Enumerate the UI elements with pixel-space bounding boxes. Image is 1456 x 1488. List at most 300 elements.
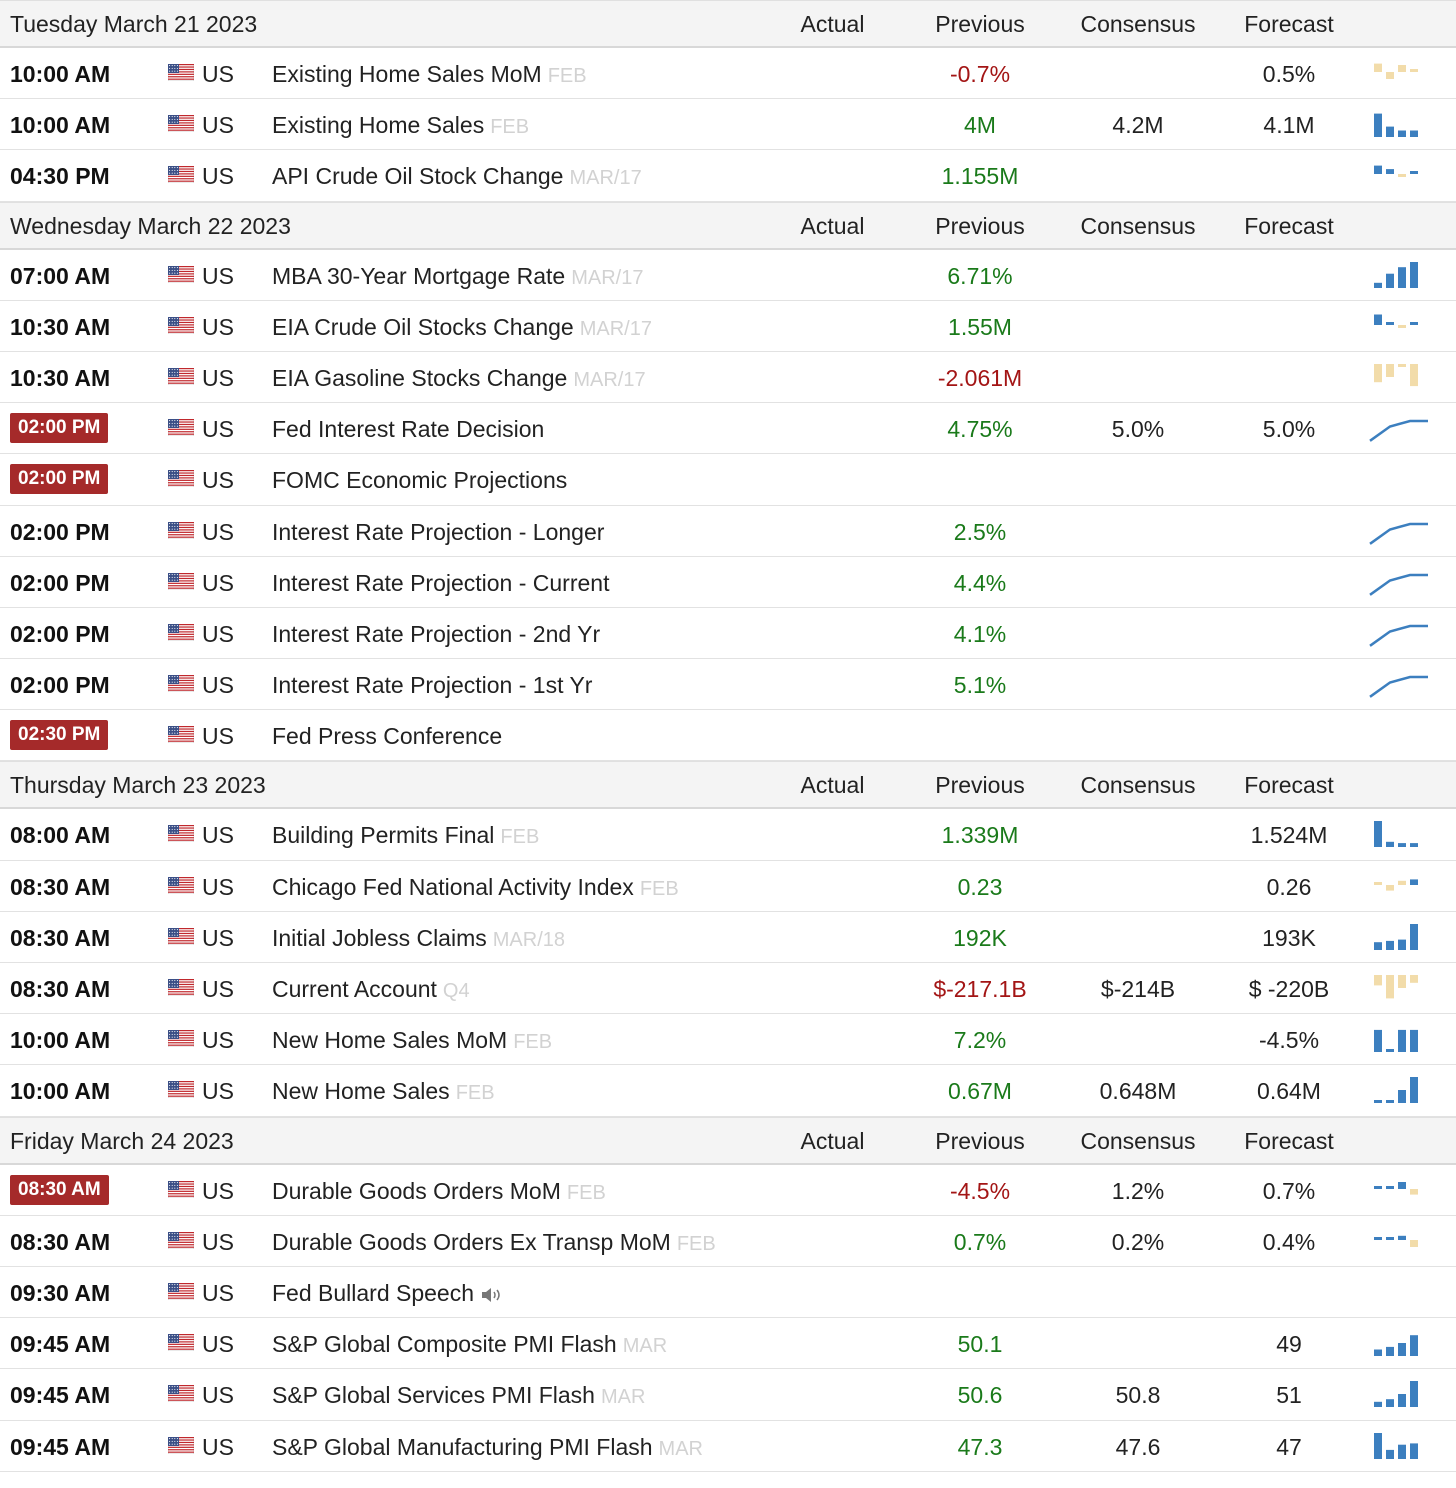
consensus-value: $-214B xyxy=(1100,976,1176,1002)
previous-value: 4.1% xyxy=(953,620,1007,647)
day-title: Tuesday March 21 2023 xyxy=(10,11,258,37)
sparkline-bar xyxy=(1398,844,1406,848)
event-row[interactable] xyxy=(0,301,1456,352)
event-name-link[interactable]: S&P Global Manufacturing PMI Flash xyxy=(272,1433,653,1460)
event-cell[interactable] xyxy=(272,1280,504,1307)
event-name-link[interactable]: New Home Sales MoM xyxy=(272,1027,508,1054)
event-period: FEB xyxy=(566,1181,606,1204)
event-name-link[interactable]: Existing Home Sales MoM xyxy=(272,61,542,87)
us-flag-icon xyxy=(168,522,194,539)
country-code: US xyxy=(202,416,234,443)
previous-value: 0.23 xyxy=(957,873,1003,900)
us-flag-icon xyxy=(168,573,194,590)
event-cell[interactable] xyxy=(272,976,470,1003)
sparkline-bar xyxy=(1386,1237,1394,1240)
column-header-consensus[interactable]: Consensus xyxy=(1080,11,1196,37)
sparkline-bar xyxy=(1398,975,1406,988)
sparkline-bar xyxy=(1398,1343,1406,1356)
column-header-actual[interactable]: Actual xyxy=(800,772,865,799)
sparkline-bar xyxy=(1374,1100,1382,1103)
sparkline-chart[interactable] xyxy=(1366,1073,1430,1107)
country-code: US xyxy=(202,1331,234,1358)
event-row[interactable] xyxy=(0,1165,1456,1216)
event-time: 10:00 AM xyxy=(10,1078,111,1105)
event-time: 10:30 AM xyxy=(10,364,111,391)
event-cell[interactable] xyxy=(272,822,539,849)
event-name-link[interactable]: Interest Rate Projection - Current xyxy=(272,569,610,596)
country-code: US xyxy=(202,163,234,190)
event-row[interactable] xyxy=(0,150,1456,201)
event-row[interactable] xyxy=(0,1065,1456,1116)
event-time: 07:00 AM xyxy=(10,262,111,289)
column-header-previous[interactable]: Previous xyxy=(935,772,1025,799)
sparkline-bar xyxy=(1410,262,1418,288)
column-header-actual[interactable]: Actual xyxy=(800,1127,865,1154)
country-code: US xyxy=(202,569,234,596)
forecast-value: 5.0% xyxy=(1262,416,1316,443)
country-code: US xyxy=(202,61,234,87)
event-cell[interactable] xyxy=(272,1434,703,1461)
day-section xyxy=(0,1117,1456,1472)
event-period: FEB xyxy=(500,826,540,849)
sparkline-chart[interactable] xyxy=(1366,616,1430,650)
sparkline-bar xyxy=(1410,1077,1418,1103)
sparkline-bar xyxy=(1374,975,1382,985)
day-header xyxy=(0,1117,1456,1165)
sparkline-bar xyxy=(1386,273,1394,287)
event-time: 10:00 AM xyxy=(10,112,111,139)
forecast-value: 1.524M xyxy=(1250,822,1328,849)
event-time: 02:00 PM xyxy=(10,672,110,699)
sparkline-bar xyxy=(1398,1444,1406,1458)
event-period: FEB xyxy=(455,1082,495,1105)
country-code: US xyxy=(202,1177,234,1204)
consensus-value: 5.0% xyxy=(1111,416,1165,443)
sparkline-bar xyxy=(1374,1186,1382,1189)
sparkline-bar xyxy=(1410,1030,1418,1052)
event-period: MAR/17 xyxy=(579,317,652,340)
column-header-previous[interactable]: Previous xyxy=(935,11,1025,37)
event-name-link[interactable]: Interest Rate Projection - Longer xyxy=(272,518,605,545)
sparkline-bar xyxy=(1410,322,1418,325)
sparkline-bar xyxy=(1374,1350,1382,1357)
time-badge: 02:30 PM xyxy=(10,720,108,750)
event-cell[interactable] xyxy=(272,61,587,88)
sparkline-chart[interactable] xyxy=(1366,158,1430,192)
event-period: MAR/17 xyxy=(571,266,644,289)
event-cell[interactable] xyxy=(272,1382,645,1409)
event-name-link[interactable]: Durable Goods Orders MoM xyxy=(272,1177,561,1204)
event-row[interactable] xyxy=(0,1216,1456,1267)
event-time: 10:00 AM xyxy=(10,1027,111,1054)
column-header-forecast[interactable]: Forecast xyxy=(1244,212,1334,239)
event-name-link[interactable]: Interest Rate Projection - 1st Yr xyxy=(272,672,593,699)
us-flag-icon xyxy=(168,470,194,487)
event-name-link[interactable]: Durable Goods Orders Ex Transp MoM xyxy=(272,1228,671,1255)
sparkline-bar xyxy=(1398,131,1406,138)
event-name-link[interactable]: EIA Gasoline Stocks Change xyxy=(272,364,568,391)
event-cell[interactable] xyxy=(272,621,600,648)
country-code: US xyxy=(202,976,234,1002)
sparkline-bar xyxy=(1386,885,1394,891)
event-period: MAR xyxy=(658,1437,703,1460)
sparkline-bar xyxy=(1386,842,1394,847)
event-cell[interactable] xyxy=(272,1078,495,1105)
sparkline-bar xyxy=(1386,975,1394,998)
country-code: US xyxy=(202,1433,234,1460)
sparkline-bar xyxy=(1410,1381,1418,1407)
sparkline-chart[interactable] xyxy=(1366,514,1430,548)
sparkline-chart[interactable] xyxy=(1366,565,1430,599)
event-name-link[interactable]: Current Account xyxy=(272,976,437,1002)
event-name-link[interactable]: S&P Global Composite PMI Flash xyxy=(272,1331,617,1358)
sparkline-chart[interactable] xyxy=(1366,1224,1430,1258)
event-time: 09:30 AM xyxy=(10,1279,111,1306)
us-flag-icon xyxy=(168,166,194,183)
column-header-forecast[interactable]: Forecast xyxy=(1244,11,1334,37)
sparkline-bar xyxy=(1398,1090,1406,1103)
event-period: MAR xyxy=(600,1386,646,1409)
event-row[interactable] xyxy=(0,506,1456,557)
us-flag-icon xyxy=(168,1030,194,1047)
country-code: US xyxy=(202,518,234,545)
sparkline-chart[interactable] xyxy=(1366,1377,1430,1411)
column-header-consensus[interactable]: Consensus xyxy=(1080,772,1196,799)
forecast-value: 49 xyxy=(1276,1331,1302,1358)
us-flag-icon xyxy=(168,1437,194,1454)
event-row[interactable] xyxy=(0,1014,1456,1065)
event-cell[interactable] xyxy=(272,1229,716,1256)
sparkline-chart[interactable] xyxy=(1366,360,1430,394)
sparkline-bar xyxy=(1398,1236,1406,1240)
column-header-forecast[interactable]: Forecast xyxy=(1244,772,1334,799)
previous-value: 50.6 xyxy=(957,1382,1003,1409)
event-cell[interactable] xyxy=(272,723,502,750)
day-title: Friday March 24 2023 xyxy=(10,1127,234,1154)
sparkline-chart[interactable] xyxy=(1366,817,1430,851)
time-badge: 02:00 PM xyxy=(10,464,108,494)
event-name-link[interactable]: Fed Bullard Speech xyxy=(272,1279,475,1306)
us-flag-icon xyxy=(168,64,194,81)
sparkline-bar xyxy=(1374,1433,1382,1459)
sparkline-bar xyxy=(1374,282,1382,287)
event-period: FEB xyxy=(547,65,587,87)
sparkline-chart[interactable] xyxy=(1366,1173,1430,1207)
event-cell[interactable] xyxy=(272,874,679,901)
us-flag-icon xyxy=(168,877,194,894)
sparkline-bar xyxy=(1386,1347,1394,1356)
event-row[interactable] xyxy=(0,912,1456,963)
event-cell[interactable] xyxy=(272,365,646,392)
sparkline-bar xyxy=(1398,174,1406,177)
sparkline-bar xyxy=(1374,942,1382,950)
previous-value: 4.4% xyxy=(953,569,1007,596)
sparkline-chart[interactable] xyxy=(1366,667,1430,701)
sparkline-chart[interactable] xyxy=(1366,309,1430,343)
sparkline-line xyxy=(1370,626,1428,646)
sparkline-bar xyxy=(1398,939,1406,949)
event-row[interactable] xyxy=(0,861,1456,912)
previous-value: 7.2% xyxy=(953,1027,1007,1054)
us-flag-icon xyxy=(168,1232,194,1249)
event-time: 08:00 AM xyxy=(10,822,111,849)
event-name-link[interactable]: Initial Jobless Claims xyxy=(272,924,487,951)
event-name-link[interactable]: Fed Press Conference xyxy=(272,723,503,750)
sparkline-bar xyxy=(1374,166,1382,174)
event-cell[interactable] xyxy=(272,1027,552,1054)
day-header xyxy=(0,761,1456,809)
column-header-forecast[interactable]: Forecast xyxy=(1244,1127,1334,1154)
country-code: US xyxy=(202,112,234,139)
event-cell[interactable] xyxy=(272,519,604,546)
sparkline-bar xyxy=(1386,1049,1394,1052)
previous-value: 50.1 xyxy=(957,1331,1003,1358)
sparkline-line xyxy=(1370,677,1428,697)
sparkline-chart[interactable] xyxy=(1366,869,1430,903)
sparkline-bar xyxy=(1410,844,1418,848)
sparkline-bar xyxy=(1410,171,1418,174)
event-row[interactable] xyxy=(0,1267,1456,1318)
sparkline-bar xyxy=(1410,924,1418,950)
event-row[interactable] xyxy=(0,1318,1456,1369)
event-name-link[interactable]: MBA 30-Year Mortgage Rate xyxy=(272,262,566,289)
sparkline-bar xyxy=(1410,131,1418,138)
sparkline-bar xyxy=(1374,314,1382,325)
sparkline-bar xyxy=(1386,1186,1394,1189)
column-header-previous[interactable]: Previous xyxy=(935,212,1025,239)
country-code: US xyxy=(202,620,234,647)
sparkline-bar xyxy=(1386,169,1394,174)
sparkline-bar xyxy=(1374,114,1382,137)
day-header xyxy=(0,0,1456,48)
previous-value: -4.5% xyxy=(949,1177,1011,1204)
event-time: 10:30 AM xyxy=(10,313,111,340)
country-code: US xyxy=(202,1382,234,1409)
previous-value: 0.7% xyxy=(953,1228,1007,1255)
forecast-value: 193K xyxy=(1262,924,1316,951)
sparkline-bar xyxy=(1398,1030,1406,1052)
us-flag-icon xyxy=(168,825,194,842)
event-time: 08:30 AM xyxy=(10,1228,111,1255)
event-row[interactable] xyxy=(0,557,1456,608)
country-code: US xyxy=(202,262,234,289)
event-row[interactable] xyxy=(0,659,1456,710)
event-period: MAR xyxy=(622,1335,668,1358)
event-name-link[interactable]: Fed Interest Rate Decision xyxy=(272,416,545,443)
sparkline-chart[interactable] xyxy=(1366,1022,1430,1056)
column-header-consensus[interactable]: Consensus xyxy=(1080,1127,1196,1154)
event-name-link[interactable]: Chicago Fed National Activity Index xyxy=(272,873,634,900)
previous-value: 4.75% xyxy=(947,416,1013,443)
previous-value: 192K xyxy=(953,924,1007,951)
event-cell[interactable] xyxy=(272,570,609,597)
sparkline-chart[interactable] xyxy=(1366,971,1430,1005)
consensus-value: 4.2M xyxy=(1112,112,1164,139)
event-name-link[interactable]: Existing Home Sales xyxy=(272,112,485,139)
event-cell[interactable] xyxy=(272,467,567,494)
forecast-value: $ -220B xyxy=(1248,976,1330,1002)
event-row[interactable] xyxy=(0,352,1456,403)
forecast-value: 0.64M xyxy=(1257,1078,1321,1105)
day-section xyxy=(0,761,1456,1116)
event-time: 08:30 AM xyxy=(10,873,111,900)
event-name-link[interactable]: EIA Crude Oil Stocks Change xyxy=(272,313,574,340)
sparkline-bar xyxy=(1398,1394,1406,1407)
sparkline-bar xyxy=(1398,65,1406,72)
sparkline-bar xyxy=(1410,1240,1418,1247)
sparkline-bar xyxy=(1410,1443,1418,1459)
sparkline-chart[interactable] xyxy=(1366,411,1430,445)
event-period: MAR/18 xyxy=(492,928,565,951)
column-header-previous[interactable]: Previous xyxy=(935,1127,1025,1154)
event-cell[interactable] xyxy=(272,163,642,190)
previous-value: 1.339M xyxy=(941,822,1019,849)
event-cell[interactable] xyxy=(272,112,529,139)
column-header-actual[interactable]: Actual xyxy=(800,11,865,37)
event-time: 08:30 AM xyxy=(10,924,111,951)
sparkline-bar xyxy=(1374,1402,1382,1407)
sparkline-bar xyxy=(1410,975,1418,983)
consensus-value: 50.8 xyxy=(1115,1382,1161,1409)
sparkline-bar xyxy=(1386,1100,1394,1103)
column-header-actual[interactable]: Actual xyxy=(800,212,865,239)
sparkline-bar xyxy=(1374,364,1382,382)
sparkline-chart[interactable] xyxy=(1366,1429,1430,1463)
sparkline-bar xyxy=(1410,879,1418,885)
us-flag-icon xyxy=(168,726,194,743)
sparkline-bar xyxy=(1374,1237,1382,1240)
consensus-value: 1.2% xyxy=(1111,1177,1165,1204)
day-section xyxy=(0,202,1456,762)
column-header-consensus[interactable]: Consensus xyxy=(1080,212,1196,239)
us-flag-icon xyxy=(168,1283,194,1300)
event-period: FEB xyxy=(490,116,530,139)
event-row[interactable] xyxy=(0,250,1456,301)
forecast-value: 0.26 xyxy=(1266,873,1312,900)
event-cell[interactable] xyxy=(272,925,565,952)
sparkline-bar xyxy=(1398,1182,1406,1189)
us-flag-icon xyxy=(168,624,194,641)
previous-value: 1.155M xyxy=(941,163,1019,190)
day-title: Thursday March 23 2023 xyxy=(10,772,266,799)
sparkline-chart[interactable] xyxy=(1366,258,1430,292)
sparkline-chart[interactable] xyxy=(1366,56,1430,90)
event-row[interactable] xyxy=(0,454,1456,505)
us-flag-icon xyxy=(168,317,194,334)
sparkline-chart[interactable] xyxy=(1366,920,1430,954)
speaker-icon[interactable] xyxy=(480,1286,504,1304)
forecast-value: 0.4% xyxy=(1262,1228,1316,1255)
sparkline-bar xyxy=(1398,267,1406,288)
event-row[interactable] xyxy=(0,809,1456,860)
sparkline-bar xyxy=(1398,880,1406,884)
forecast-value: 51 xyxy=(1276,1382,1302,1409)
event-row[interactable] xyxy=(0,1421,1456,1472)
previous-value: 4M xyxy=(964,112,996,139)
us-flag-icon xyxy=(168,675,194,692)
sparkline-bar xyxy=(1374,64,1382,72)
event-row[interactable] xyxy=(0,403,1456,454)
sparkline-bar xyxy=(1386,941,1394,950)
event-time: 04:30 PM xyxy=(10,163,110,190)
forecast-value: 0.7% xyxy=(1262,1177,1316,1204)
day-section xyxy=(0,0,1456,202)
event-cell[interactable] xyxy=(272,416,544,443)
event-cell[interactable] xyxy=(272,672,592,699)
event-time: 09:45 AM xyxy=(10,1331,111,1358)
previous-value: -2.061M xyxy=(937,364,1023,391)
sparkline-chart[interactable] xyxy=(1366,107,1430,141)
sparkline-bar xyxy=(1410,1189,1418,1195)
event-name-link[interactable]: New Home Sales xyxy=(272,1078,450,1105)
event-period: MAR/17 xyxy=(569,167,642,190)
us-flag-icon xyxy=(168,419,194,436)
event-row[interactable] xyxy=(0,48,1456,99)
event-row[interactable] xyxy=(0,608,1456,659)
event-period: Q4 xyxy=(442,980,470,1002)
event-row[interactable] xyxy=(0,99,1456,150)
event-time: 09:45 AM xyxy=(10,1382,111,1409)
event-name-link[interactable]: Building Permits Final xyxy=(272,822,495,849)
event-time: 02:00 PM xyxy=(10,620,110,647)
event-time: 08:30 AM xyxy=(10,976,111,1002)
country-code: US xyxy=(202,467,234,494)
event-cell[interactable] xyxy=(272,1178,606,1205)
time-badge: 02:00 PM xyxy=(10,413,108,443)
event-period: FEB xyxy=(676,1232,716,1255)
sparkline-line xyxy=(1370,575,1428,595)
country-code: US xyxy=(202,313,234,340)
sparkline-line xyxy=(1370,421,1428,441)
event-period: FEB xyxy=(513,1031,553,1054)
previous-value: $-217.1B xyxy=(933,976,1027,1002)
us-flag-icon xyxy=(168,1334,194,1351)
event-time: 02:00 PM xyxy=(10,518,110,545)
event-name-link[interactable]: API Crude Oil Stock Change xyxy=(272,163,564,190)
event-name-link[interactable]: FOMC Economic Projections xyxy=(272,467,568,494)
sparkline-bar xyxy=(1386,72,1394,79)
event-name-link[interactable]: Interest Rate Projection - 2nd Yr xyxy=(272,620,601,647)
sparkline-bar xyxy=(1410,1335,1418,1356)
consensus-value: 47.6 xyxy=(1115,1433,1161,1460)
previous-value: 6.71% xyxy=(947,262,1013,289)
country-code: US xyxy=(202,822,234,849)
event-name-link[interactable]: S&P Global Services PMI Flash xyxy=(272,1382,595,1409)
country-code: US xyxy=(202,1027,234,1054)
event-row[interactable] xyxy=(0,1369,1456,1420)
event-period: MAR/17 xyxy=(573,368,646,391)
country-code: US xyxy=(202,924,234,951)
sparkline-bar xyxy=(1386,322,1394,325)
sparkline-chart[interactable] xyxy=(1366,1326,1430,1360)
event-cell[interactable] xyxy=(272,314,652,341)
event-cell[interactable] xyxy=(272,263,643,290)
event-row[interactable] xyxy=(0,710,1456,761)
forecast-value: 0.5% xyxy=(1262,61,1316,87)
us-flag-icon xyxy=(168,266,194,283)
event-row[interactable] xyxy=(0,963,1456,1014)
previous-value: 47.3 xyxy=(957,1433,1003,1460)
consensus-value: 0.2% xyxy=(1111,1228,1165,1255)
forecast-value: 47 xyxy=(1276,1433,1302,1460)
event-cell[interactable] xyxy=(272,1331,667,1358)
sparkline-bar xyxy=(1398,325,1406,328)
sparkline-bar xyxy=(1386,364,1394,377)
forecast-value: 4.1M xyxy=(1263,112,1315,139)
country-code: US xyxy=(202,723,234,750)
sparkline-bar xyxy=(1410,69,1418,72)
sparkline-bar xyxy=(1386,1400,1394,1408)
